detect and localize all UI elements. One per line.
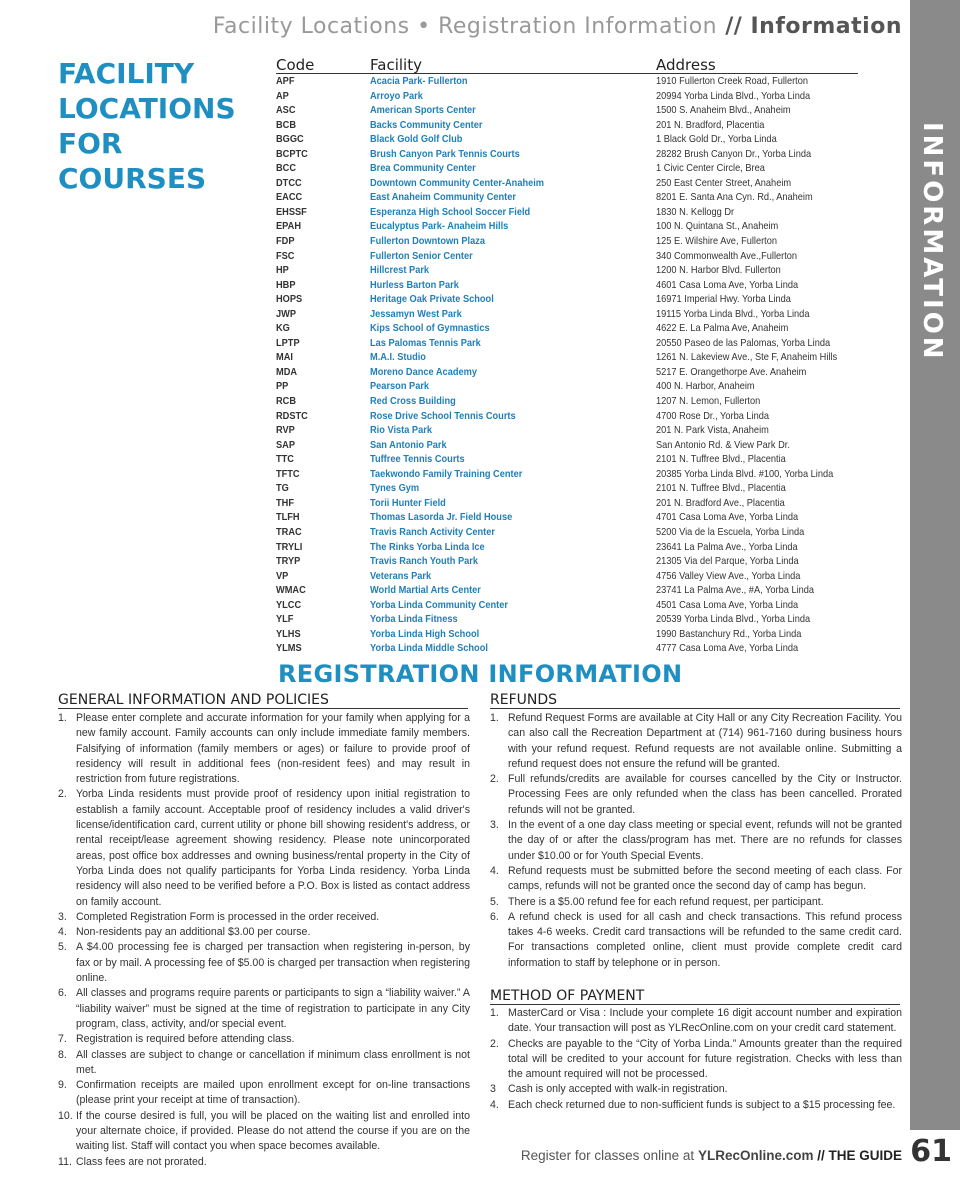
list-item-text: A refund check is used for all cash and check transactions. This refund process takes 4-6 weeks. Credit card transactions will be refunded to the same credit card. For transactions completed online, client must provide complete credit card information to staff by telephone or in person. <box>508 910 902 969</box>
facility-name: East Anaheim Community Center <box>370 191 516 204</box>
list-item-number: 1. <box>490 712 499 724</box>
table-row <box>276 394 858 409</box>
facility-code: WMAC <box>276 584 306 597</box>
facility-address: 28282 Brush Canyon Dr., Yorba Linda <box>656 147 812 160</box>
facility-code: BGGC <box>276 133 304 146</box>
table-row <box>276 176 858 191</box>
facility-code: TRYLI <box>276 540 303 553</box>
list-item <box>490 772 902 818</box>
header-part3: Information <box>750 14 902 39</box>
facility-address: 4622 E. La Palma Ave, Anaheim <box>656 322 789 335</box>
facility-code: BCC <box>276 162 297 175</box>
facility-code: TG <box>276 482 289 495</box>
facility-address: 4501 Casa Loma Ave, Yorba Linda <box>656 598 799 611</box>
facility-address: 16971 Imperial Hwy. Yorba Linda <box>656 293 791 306</box>
facility-table-body <box>276 74 858 656</box>
facility-name: Downtown Community Center-Anaheim <box>370 176 545 189</box>
table-row <box>276 292 858 307</box>
list-item-text: Checks are payable to the “City of Yorba Linda.” Amounts greater than the required total will be credited to your account for future registration. Checks with less than the amount required will not be processed. <box>508 1037 902 1081</box>
table-row <box>276 423 858 438</box>
side-tab <box>910 0 960 1130</box>
facility-code: HBP <box>276 278 296 291</box>
list-item-text: Registration is required before attending class. <box>76 1033 295 1046</box>
payment-heading: METHOD OF PAYMENT <box>490 988 900 1005</box>
facility-address: 4700 Rose Dr., Yorba Linda <box>656 409 770 422</box>
facility-name: Jessamyn West Park <box>370 307 462 320</box>
facility-address: 201 N. Park Vista, Anaheim <box>656 424 769 437</box>
list-item-number: 3. <box>490 819 499 832</box>
facility-name: Backs Community Center <box>370 118 483 131</box>
facility-name: Hurless Barton Park <box>370 278 459 291</box>
footer-text: Register for classes online at <box>520 1148 698 1163</box>
header-part2: Registration Information <box>438 14 718 39</box>
table-row <box>276 89 858 104</box>
facility-code: DTCC <box>276 176 302 189</box>
facility-address: 1990 Bastanchury Rd., Yorba Linda <box>656 627 802 640</box>
facility-code: FDP <box>276 235 295 248</box>
facility-address: 201 N. Bradford, Placentia <box>656 118 765 131</box>
facility-address: 23641 La Palma Ave., Yorba Linda <box>656 540 798 553</box>
facility-code: LPTP <box>276 336 300 349</box>
facility-name: Pearson Park <box>370 380 430 393</box>
facility-address: 201 N. Bradford Ave., Placentia <box>656 496 785 509</box>
list-item-number: 5. <box>58 941 67 954</box>
table-row <box>276 190 858 205</box>
table-row <box>276 641 858 656</box>
facility-address: 1910 Fullerton Creek Road, Fullerton <box>656 75 809 87</box>
facility-name: Brea Community Center <box>370 162 476 175</box>
side-tab-label: INFORMATION <box>917 122 947 362</box>
facility-code: THF <box>276 496 294 509</box>
facility-name: The Rinks Yorba Linda Ice <box>370 540 485 553</box>
facility-code: YLMS <box>276 642 302 655</box>
facility-address: 23741 La Palma Ave., #A, Yorba Linda <box>656 584 815 597</box>
facility-name: Yorba Linda High School <box>370 627 480 640</box>
table-row <box>276 481 858 496</box>
facility-name: Kips School of Gymnastics <box>370 322 490 335</box>
footer-guide-label: THE GUIDE <box>828 1148 902 1163</box>
list-item <box>58 910 470 925</box>
facility-address: 1200 N. Harbor Blvd. Fullerton <box>656 264 781 277</box>
table-row <box>276 219 858 234</box>
list-item-number: 1. <box>58 712 67 724</box>
facility-name: Yorba Linda Middle School <box>370 642 488 655</box>
facility-address: 4601 Casa Loma Ave, Yorba Linda <box>656 278 799 291</box>
table-row <box>276 554 858 569</box>
table-row <box>276 598 858 613</box>
table-row <box>276 103 858 118</box>
list-item <box>58 787 470 909</box>
column-header-facility: Facility <box>370 56 422 74</box>
list-item-number: 3. <box>58 910 67 923</box>
list-item <box>490 818 902 864</box>
list-item <box>490 1006 902 1037</box>
facility-address: 21305 Via del Parque, Yorba Linda <box>656 555 799 568</box>
list-item <box>58 1109 470 1155</box>
list-item-text: Completed Registration Form is processed in the order received. <box>76 910 380 923</box>
facility-name: Black Gold Golf Club <box>370 133 463 146</box>
facility-address: 1500 S. Anaheim Blvd., Anaheim <box>656 104 791 117</box>
table-row <box>276 147 858 162</box>
facility-address: 340 Commonwealth Ave.,Fullerton <box>656 249 798 262</box>
footer <box>521 1148 902 1163</box>
facility-address: 125 E. Wilshire Ave, Fullerton <box>656 235 778 248</box>
facility-name: Travis Ranch Activity Center <box>370 525 495 538</box>
list-item-number: 3 <box>490 1083 496 1096</box>
table-row <box>276 263 858 278</box>
facility-name: Esperanza High School Soccer Field <box>370 205 531 218</box>
table-row <box>276 249 858 264</box>
facility-code: MDA <box>276 365 298 378</box>
facility-address: 20385 Yorba Linda Blvd. #100, Yorba Linda <box>656 467 834 480</box>
table-row <box>276 278 858 293</box>
facility-name: Rose Drive School Tennis Courts <box>370 409 516 422</box>
facility-address: 5200 Via de la Escuela, Yorba Linda <box>656 525 805 538</box>
list-item-text: Refund Request Forms are available at City Hall or any City Recreation Facility. You can also call the Recreation Department at (714) 961-7160 during business hours with your refund request. Refund requests are not available online. Submitting a refund request does not ensure the refund will be granted. <box>508 712 902 770</box>
facility-address: 4701 Casa Loma Ave, Yorba Linda <box>656 511 799 524</box>
table-row <box>276 510 858 525</box>
table-row <box>276 350 858 365</box>
facility-code: FSC <box>276 249 295 262</box>
list-item-number: 9. <box>58 1079 67 1092</box>
facility-code: SAP <box>276 438 296 451</box>
facility-name: Tynes Gym <box>370 482 420 495</box>
list-item-number: 11. <box>58 1155 72 1168</box>
table-row <box>276 452 858 467</box>
facility-code: RVP <box>276 424 295 437</box>
facility-name: Las Palomas Tennis Park <box>370 336 481 349</box>
facility-address: 8201 E. Santa Ana Cyn. Rd., Anaheim <box>656 191 813 204</box>
list-item <box>58 1155 470 1170</box>
facility-address: 1261 N. Lakeview Ave., Ste F, Anaheim Hills <box>656 351 838 364</box>
facility-table-header <box>276 56 858 74</box>
facility-name: World Martial Arts Center <box>370 584 481 597</box>
facility-address: 20994 Yorba Linda Blvd., Yorba Linda <box>656 89 811 102</box>
list-item-text: In the event of a one day class meeting or special event, refunds will not be granted the day of or after the class/program has met. There are no refunds for classes under $10.00 or for Youth Special Events. <box>508 819 902 862</box>
facility-code: TTC <box>276 453 294 466</box>
table-row <box>276 379 858 394</box>
list-item <box>58 940 470 986</box>
list-item-number: 8. <box>58 1048 67 1061</box>
payment-list <box>490 1006 902 1113</box>
list-item <box>490 895 902 910</box>
facility-code: HP <box>276 264 289 277</box>
facility-address: 100 N. Quintana St., Anaheim <box>656 220 779 233</box>
facility-address: 1207 N. Lemon, Fullerton <box>656 395 761 408</box>
facility-code: TRAC <box>276 525 302 538</box>
facility-section-title: FACILITY LOCATIONS FOR COURSES <box>58 57 236 195</box>
footer-url-link[interactable]: YLRecOnline.com <box>697 1148 814 1163</box>
list-item-text: Class fees are not prorated. <box>76 1155 207 1168</box>
table-row <box>276 336 858 351</box>
facility-code: RDSTC <box>276 409 308 422</box>
list-item-text: A $4.00 processing fee is charged per transaction when registering in-person, by fax or by mail. A processing fee of $5.00 is charged per transaction when registering online. <box>76 941 470 985</box>
list-item-number: 10. <box>58 1109 73 1122</box>
table-row <box>276 438 858 453</box>
facility-name: Torii Hunter Field <box>370 496 446 509</box>
facility-code: EACC <box>276 191 303 204</box>
facility-name: American Sports Center <box>370 104 476 117</box>
facility-name: Taekwondo Family Training Center <box>370 467 523 480</box>
facility-code: JWP <box>276 307 297 320</box>
table-row <box>276 540 858 555</box>
list-item-number: 6. <box>490 910 499 923</box>
list-item <box>58 925 470 940</box>
list-item-text: If the course desired is full, you will be placed on the waiting list and enrolled into your alternate choice, if provided. Please do not attend the course if you are on the waiting list. Staff will contact you when space becomes available. <box>76 1109 470 1153</box>
list-item <box>58 986 470 1032</box>
facility-name: Fullerton Downtown Plaza <box>370 235 485 248</box>
facility-name: Travis Ranch Youth Park <box>370 555 479 568</box>
column-header-address: Address <box>656 56 716 74</box>
facility-name: Heritage Oak Private School <box>370 293 494 306</box>
list-item <box>490 711 902 772</box>
facility-name: Hillcrest Park <box>370 264 430 277</box>
list-item-text: There is a $5.00 refund fee for each refund request, per participant. <box>508 895 824 908</box>
facility-code: RCB <box>276 395 297 408</box>
facility-code: TFTC <box>276 467 300 480</box>
table-row <box>276 307 858 322</box>
list-item-text: Cash is only accepted with walk-in registration. <box>508 1083 728 1096</box>
table-row <box>276 496 858 511</box>
facility-name: Veterans Park <box>370 569 432 582</box>
facility-code: BCPTC <box>276 147 308 160</box>
table-row <box>276 118 858 133</box>
table-row <box>276 525 858 540</box>
registration-title: REGISTRATION INFORMATION <box>278 660 683 688</box>
refunds-list <box>490 711 902 971</box>
facility-name: Eucalyptus Park- Anaheim Hills <box>370 220 509 233</box>
refunds-heading: REFUNDS <box>490 692 900 709</box>
facility-address: 2101 N. Tuffree Blvd., Placentia <box>656 453 786 466</box>
table-row <box>276 365 858 380</box>
list-item <box>490 910 902 971</box>
facility-code: APF <box>276 75 295 87</box>
facility-code: BCB <box>276 118 297 131</box>
table-row <box>276 132 858 147</box>
header-separator: // <box>717 14 751 39</box>
table-row <box>276 569 858 584</box>
facility-code: TLFH <box>276 511 300 524</box>
table-row <box>276 583 858 598</box>
facility-address: 1 Civic Center Circle, Brea <box>656 162 765 175</box>
header-part1: Facility Locations <box>212 14 410 39</box>
list-item-number: 7. <box>58 1033 67 1046</box>
list-item-text: Confirmation receipts are mailed upon enrollment except for on-line transactions (please print your receipt at time of transaction). <box>76 1079 470 1107</box>
facility-name: Brush Canyon Park Tennis Courts <box>370 147 520 160</box>
list-item-text: All classes are subject to change or cancellation if minimum class enrollment is not met. <box>76 1048 470 1076</box>
facility-code: YLF <box>276 613 294 626</box>
facility-code: AP <box>276 89 289 102</box>
header-dot: • <box>409 14 439 39</box>
facility-name: San Antonio Park <box>370 438 447 451</box>
facility-code: EPAH <box>276 220 301 233</box>
list-item-text: Non-residents pay an additional $3.00 per course. <box>76 926 311 939</box>
list-item <box>58 1048 470 1079</box>
facility-name: Yorba Linda Community Center <box>370 598 508 611</box>
list-item-text: Full refunds/credits are available for courses cancelled by the City or Instructor. Processing Fees are only refunded when the class has been cancelled. Prorated refunds will not be granted. <box>508 773 902 816</box>
list-item-number: 2. <box>58 788 67 801</box>
facility-code: KG <box>276 322 290 335</box>
facility-address: 4756 Valley View Ave., Yorba Linda <box>656 569 801 582</box>
list-item <box>490 1037 902 1083</box>
list-item <box>490 1098 902 1113</box>
table-row <box>276 467 858 482</box>
list-item <box>490 1082 902 1097</box>
table-row <box>276 612 858 627</box>
facility-name: Fullerton Senior Center <box>370 249 473 262</box>
footer-separator: // <box>813 1148 829 1163</box>
list-item-text: All classes and programs require parents or participants to sign a “liability waiver.” A “liability waiver” must be signed at the time of registration to participate in any City program, class, activity, and/or special event. <box>76 987 470 1030</box>
table-row <box>276 234 858 249</box>
table-row <box>276 409 858 424</box>
list-item-number: 5. <box>490 895 499 908</box>
facility-code: ASC <box>276 104 296 117</box>
facility-name: M.A.I. Studio <box>370 351 426 364</box>
facility-name: Moreno Dance Academy <box>370 365 477 378</box>
list-item-number: 4. <box>58 926 67 939</box>
facility-code: VP <box>276 569 289 582</box>
facility-name: Rio Vista Park <box>370 424 432 437</box>
column-header-code: Code <box>276 56 315 74</box>
facility-address: 1830 N. Kellogg Dr <box>656 205 735 218</box>
list-item-number: 1. <box>490 1007 499 1019</box>
page-number: 61 <box>910 1134 952 1169</box>
facility-address: San Antonio Rd. & View Park Dr. <box>656 438 790 451</box>
facility-code: PP <box>276 380 289 393</box>
general-info-heading: GENERAL INFORMATION AND POLICIES <box>58 692 468 709</box>
facility-code: MAI <box>276 351 293 364</box>
list-item-number: 4. <box>490 1098 499 1111</box>
table-row <box>276 205 858 220</box>
table-row <box>276 321 858 336</box>
facility-address: 19115 Yorba Linda Blvd., Yorba Linda <box>656 307 810 320</box>
list-item-text: Please enter complete and accurate information for your family when applying for a new family account. Family accounts can only include immediate family members. Falsifying of information (family members or ages) or failure to provide proof of residency will result in additional fees (non-resident fees) and may result in restriction from future registrations. <box>76 712 470 786</box>
table-row <box>276 74 858 89</box>
facility-address: 5217 E. Orangethorpe Ave. Anaheim <box>656 365 807 378</box>
list-item-number: 2. <box>490 1037 499 1050</box>
list-item-text: MasterCard or Visa : Include your complete 16 digit account number and expiration date. Your transaction will post as YLRecOnline.com on your credit card statement. <box>508 1007 902 1035</box>
facility-address: 400 N. Harbor, Anaheim <box>656 380 755 393</box>
list-item <box>58 711 470 787</box>
facility-address: 20539 Yorba Linda Blvd., Yorba Linda <box>656 613 811 626</box>
facility-code: YLHS <box>276 627 301 640</box>
facility-name: Red Cross Building <box>370 395 456 408</box>
list-item <box>58 1078 470 1109</box>
facility-code: TRYP <box>276 555 301 568</box>
facility-name: Arroyo Park <box>370 89 423 102</box>
facility-address: 1 Black Gold Dr., Yorba Linda <box>656 133 777 146</box>
facility-name: Thomas Lasorda Jr. Field House <box>370 511 513 524</box>
list-item <box>490 864 902 895</box>
facility-name: Yorba Linda Fitness <box>370 613 458 626</box>
list-item-number: 6. <box>58 987 67 1000</box>
table-row <box>276 161 858 176</box>
facility-name: Acacia Park- Fullerton <box>370 75 468 87</box>
general-info-list <box>58 711 470 1170</box>
list-item-number: 4. <box>490 864 499 877</box>
facility-address: 2101 N. Tuffree Blvd., Placentia <box>656 482 786 495</box>
list-item-text: Each check returned due to non-sufficient funds is subject to a $15 processing fee. <box>508 1098 896 1111</box>
facility-address: 250 East Center Street, Anaheim <box>656 176 792 189</box>
facility-name: Tuffree Tennis Courts <box>370 453 465 466</box>
facility-address: 4777 Casa Loma Ave, Yorba Linda <box>656 642 799 655</box>
list-item-number: 2. <box>490 773 499 786</box>
list-item <box>58 1032 470 1047</box>
table-row <box>276 627 858 642</box>
facility-code: HOPS <box>276 293 303 306</box>
list-item-text: Refund requests must be submitted before the second meeting of each class. For camps, refunds will not be granted once the second day of camp has begun. <box>508 864 902 893</box>
page-header <box>213 14 902 39</box>
facility-address: 20550 Paseo de las Palomas, Yorba Linda <box>656 336 831 349</box>
facility-code: EHSSF <box>276 205 307 218</box>
list-item-text: Yorba Linda residents must provide proof of residency upon initial registration to establish a family account. Acceptable proof of residency includes a valid driver's license/identification card, current utility or phone bill showing resident's address, or rental receipt/lease agreement showing residency. Please note unincorporated areas, post office box addresses and owning business/rental property in the City of Yorba Linda does not qualify participants for Yorba Linda residency. Yorba Linda residency will also need to be verified before a P.O. Box is listed as contact address on family account. <box>76 788 470 908</box>
facility-code: YLCC <box>276 598 302 611</box>
